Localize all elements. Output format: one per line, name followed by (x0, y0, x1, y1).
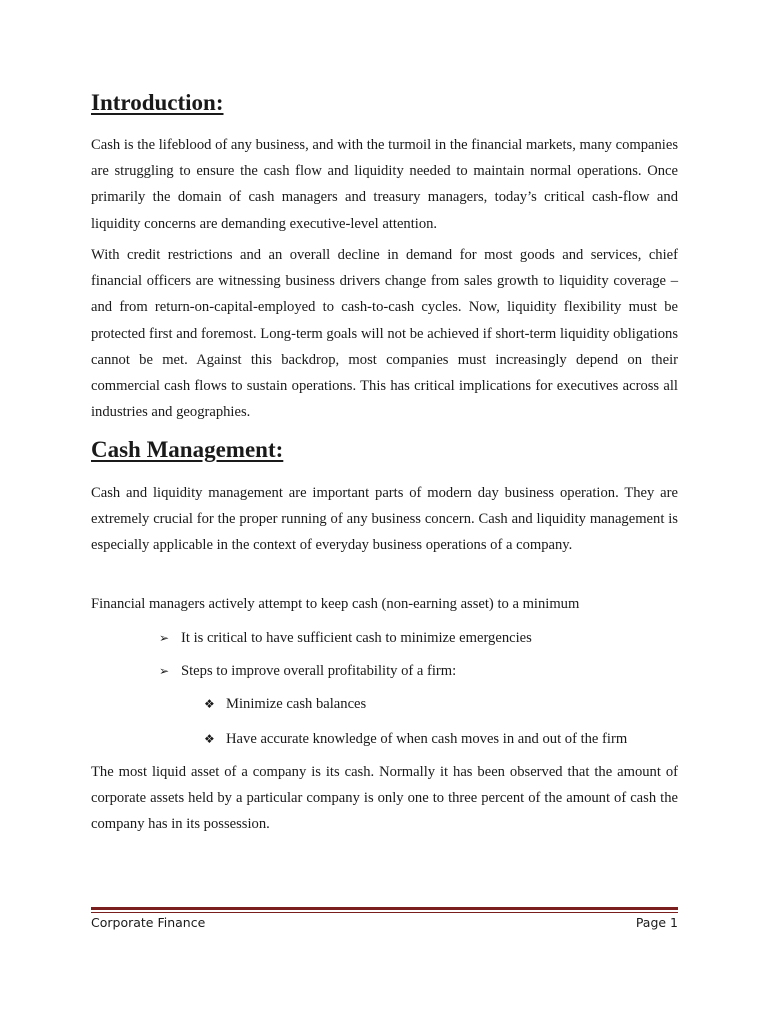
introduction-paragraph-1: Cash is the lifeblood of any business, and with the turmoil in the financial markets, many companies are struggling to ensure the cash flow and liquidity needed to maintain normal operations. Once primarily the domain of cash managers and treasury managers, today’s critical cash-flow and liquidity concerns are demanding executive-level attention. (91, 137, 678, 232)
page-footer (91, 915, 678, 930)
cash-management-paragraph-3: The most liquid asset of a company is its cash. Normally it has been observed that the amount of corporate assets held by a particular company is only one to three percent of the amount of cash the company has in its possession. (91, 764, 678, 833)
cash-management-paragraph-1: Cash and liquidity management are important parts of modern day business operation. They are extremely crucial for the proper running of any business concern. Cash and liquidity management is especially applicable in the context of everyday business operations of a company. (91, 485, 678, 554)
introduction-paragraph-2: With credit restrictions and an overall decline in demand for most goods and services, chief financial officers are witnessing business drivers change from sales growth to liquidity coverage – and from return-on-capital-employed to cash-to-cash cycles. Now, liquidity flexibility must be protected first and foremost. Long-term goals will not be achieved if short-term liquidity obligations cannot be met. Against this backdrop, most companies must increasingly depend on their commercial cash flows to sustain operations. This has critical implications for executives across all industries and geographies. (91, 247, 678, 421)
diamond-bullet-icon: ❖ (204, 697, 215, 711)
list-item-text: Steps to improve overall profitability of a firm: (181, 663, 457, 679)
page-number: Page 1 (635, 915, 678, 930)
footer-divider (91, 907, 678, 913)
footer-title: Corporate Finance (91, 915, 206, 930)
list-item (159, 628, 532, 648)
introduction-heading: Introduction: (91, 90, 224, 115)
sub-list-item (204, 694, 366, 714)
arrow-bullet-icon: ➢ (159, 631, 170, 645)
sub-list-item-text: Minimize cash balances (226, 696, 367, 712)
list-item-text: It is critical to have sufficient cash to minimize emergencies (181, 630, 532, 646)
diamond-bullet-icon: ❖ (204, 732, 215, 746)
cash-management-paragraph-2: Financial managers actively attempt to keep cash (non-earning asset) to a minimum (91, 596, 580, 612)
cash-management-heading: Cash Management: (91, 437, 284, 462)
arrow-bullet-icon: ➢ (159, 664, 170, 678)
sub-list-item-text: Have accurate knowledge of when cash moves in and out of the firm (226, 731, 628, 747)
list-item (159, 661, 456, 681)
sub-list-item (204, 729, 627, 749)
